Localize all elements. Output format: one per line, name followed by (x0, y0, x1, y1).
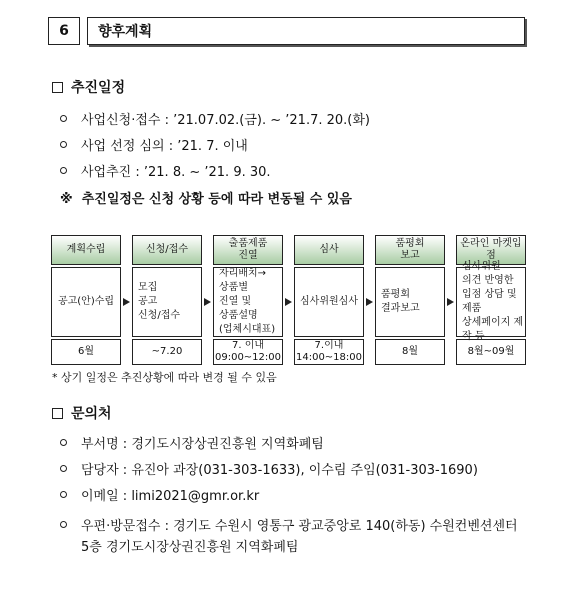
circle-bullet-icon (60, 167, 67, 174)
reference-mark: ※ (60, 192, 73, 207)
flow-step (132, 235, 202, 365)
flow-detail-line: 신청/접수 (138, 310, 181, 321)
contact-item: 이메일 : limi2021@gmr.or.kr (60, 485, 259, 504)
flow-step-date: 7. 이내 09:00~12:00 (214, 340, 281, 363)
schedule-item: 사업 선정 심의 : ’21. 7. 이내 (60, 135, 248, 154)
flow-step-detail (294, 267, 364, 337)
flow-detail-line: 심사위원 (462, 261, 501, 272)
flow-step-date: ~7.20 (132, 339, 202, 365)
flow-detail-line: 품평회 (381, 289, 410, 300)
flow-detail-line: 입점 상담 및 제품 (462, 289, 517, 314)
flow-footnote: * 상기 일정은 추진상황에 따라 변경 될 수 있음 (52, 371, 277, 384)
circle-bullet-icon (60, 439, 67, 446)
flow-step-date: 8월 (375, 339, 445, 365)
flow-detail-line: 상세페이지 제작 등 (462, 317, 524, 342)
square-bullet-icon (52, 408, 63, 419)
flow-detail-line: 공고 (138, 296, 158, 307)
section-number: 6 (48, 17, 80, 45)
process-flowchart (51, 235, 526, 365)
schedule-heading (52, 77, 125, 97)
flow-step (456, 235, 526, 365)
contact-item: 담당자 : 유진아 과장(031-303-1633), 이수림 주임(031-303-1690) (60, 459, 478, 478)
flow-step-title: 온라인 마켓입점 (456, 235, 526, 265)
flow-step-detail (132, 267, 202, 337)
flow-step (294, 235, 364, 365)
contact-heading (52, 403, 112, 423)
flow-detail-line: 결과보고 (381, 303, 420, 314)
section-header (48, 17, 525, 45)
flow-step-title: 품평회 보고 (375, 235, 445, 265)
circle-bullet-icon (60, 521, 67, 528)
flow-step (51, 235, 121, 365)
flow-step-date: 7.이내 14:00~18:00 (295, 340, 362, 363)
flow-arrow-icon (366, 298, 373, 306)
flow-step (375, 235, 445, 365)
circle-bullet-icon (60, 141, 67, 148)
flow-detail-line: (업체시대표) (219, 324, 276, 335)
flow-step-date: 8월~09월 (456, 339, 526, 365)
circle-bullet-icon (60, 465, 67, 472)
flow-detail-line: 상품설명 (219, 310, 258, 321)
schedule-heading-text: 추진일정 (71, 80, 126, 96)
flow-detail-line: 공고(안)수립 (57, 296, 115, 307)
flow-detail-line: 모집 (138, 282, 158, 293)
schedule-note: ※ 추진일정은 신청 상황 등에 따라 변동될 수 있음 (60, 192, 352, 207)
flow-step-detail (375, 267, 445, 337)
flow-step-detail (51, 267, 121, 337)
flow-detail-line: 상품별 (219, 282, 248, 293)
flow-step-title: 심사 (294, 235, 364, 265)
flow-step-title: 계획수립 (51, 235, 121, 265)
flow-step-detail (456, 261, 526, 342)
flow-step-title: 신청/접수 (132, 235, 202, 265)
contact-item: 우편·방문접수 : 경기도 수원시 영통구 광교중앙로 140(하동) 수원컨벤션센터 (60, 515, 518, 534)
flow-step (213, 235, 283, 365)
circle-bullet-icon (60, 491, 67, 498)
flow-arrow-icon (123, 298, 130, 306)
schedule-item: 사업추진 : ’21. 8. ~ ’21. 9. 30. (60, 161, 271, 180)
circle-bullet-icon (60, 115, 67, 122)
flow-arrow-icon (285, 298, 292, 306)
section-title: 향후계획 (87, 17, 525, 45)
square-bullet-icon (52, 82, 63, 93)
flow-step-title: 출품제품 진열 (213, 235, 283, 265)
flow-detail-line: 자리배치→ (219, 268, 267, 279)
contact-address-continued: 5층 경기도시장상권진흥원 지역화폐팀 (81, 540, 299, 555)
flow-detail-line: 심사위원심사 (300, 296, 358, 307)
contact-item: 부서명 : 경기도시장상권진흥원 지역화폐팀 (60, 433, 324, 452)
contact-heading-text: 문의처 (71, 406, 112, 422)
flow-arrow-icon (204, 298, 211, 306)
flow-arrow-icon (447, 298, 454, 306)
flow-step-detail (213, 267, 283, 337)
flow-step-date: 6월 (51, 339, 121, 365)
schedule-item: 사업신청·접수 : ’21.07.02.(금). ~ ’21.7. 20.(화) (60, 109, 370, 128)
flow-detail-line: 진열 및 (219, 296, 252, 307)
flow-detail-line: 의견 반영한 (462, 275, 514, 286)
